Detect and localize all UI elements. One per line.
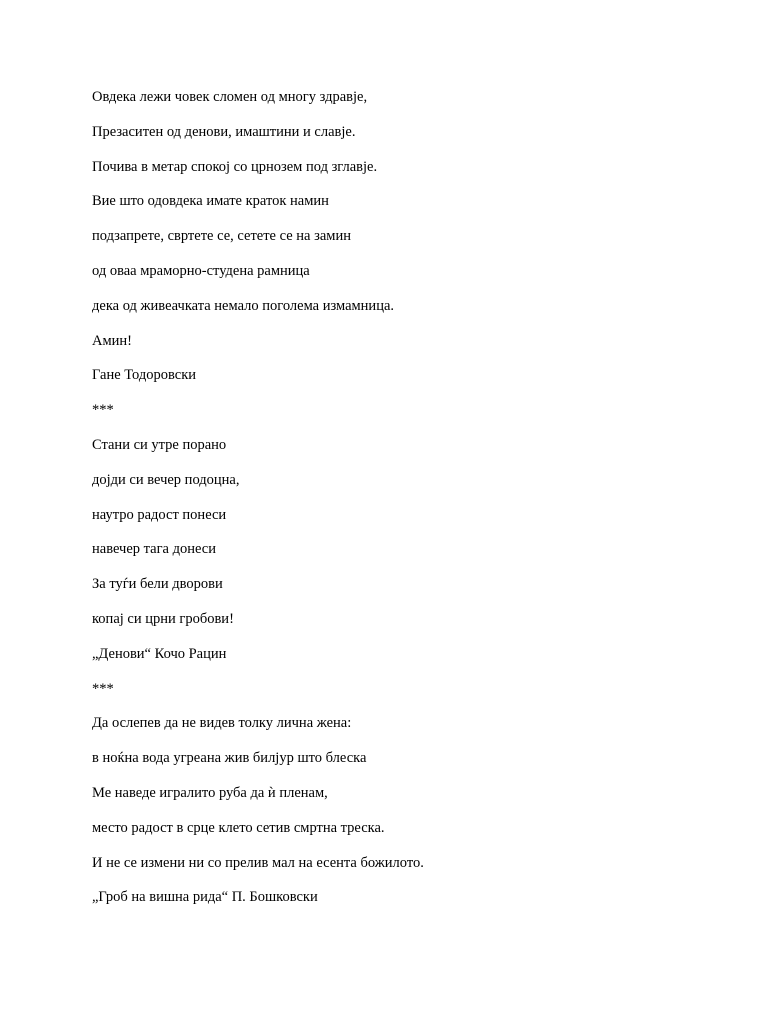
- text-line: Презаситен од денови, имаштини и славје.: [92, 123, 356, 140]
- text-line: За туѓи бели дворови: [92, 576, 223, 593]
- text-line: навечер тага донеси: [92, 541, 216, 558]
- text-line: копај си црни гробови!: [92, 610, 234, 627]
- author-line: Гане Тодоровски: [92, 367, 197, 384]
- text-line: дојди си вечер подоцна,: [92, 471, 240, 488]
- text-line: Овдека лежи човек сломен од многу здравје,: [92, 89, 368, 105]
- section-separator: ***: [92, 402, 114, 419]
- text-line: подзапрете, свртете се, сетете се на замин: [92, 228, 351, 245]
- text-line: Вие што одовдека имате краток намин: [92, 193, 329, 210]
- text-line: од оваа мраморно-студена рамница: [92, 262, 310, 279]
- text-line: Почива в метар спокој со црнозем под зглавје.: [92, 158, 378, 175]
- text-line: И не се измени ни со прелив мал на есента божилото.: [92, 854, 424, 871]
- text-line: Да ослепев да не видев толку лична жена:: [92, 715, 352, 732]
- text-line: место радост в срце клето сетив смртна треска.: [92, 819, 385, 836]
- author-line: „Денови“ Кочо Рацин: [92, 645, 227, 662]
- text-line: дека од живеачката немало поголема измамница.: [92, 297, 395, 314]
- section-separator: ***: [92, 680, 114, 697]
- text-line: Амин!: [92, 332, 132, 349]
- poem-text: [92, 87, 712, 922]
- text-line: Стани си утре порано: [92, 436, 227, 453]
- text-line: наутро радост понеси: [92, 506, 227, 523]
- text-line: Ме наведе игралито руба да ѝ пленам,: [92, 784, 328, 801]
- author-line: „Гроб на вишна рида“ П. Бошковски: [92, 889, 318, 906]
- text-line: в ноќна вода угреана жив билјур што блеска: [92, 750, 367, 767]
